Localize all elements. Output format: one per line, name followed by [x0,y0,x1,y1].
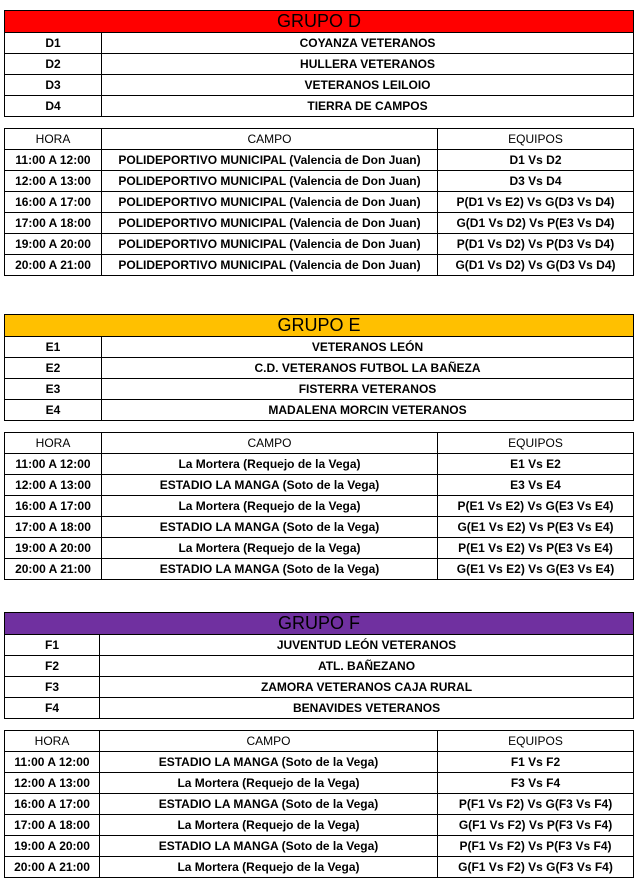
match-time: 19:00 A 20:00 [5,836,100,857]
match-time: 11:00 A 12:00 [5,454,102,475]
team-code: D3 [5,75,102,96]
match-row [5,857,634,878]
group-title: GRUPO D [5,11,634,33]
column-header-equipos: EQUIPOS [438,129,634,150]
column-header-equipos: EQUIPOS [438,433,634,454]
match-time: 12:00 A 13:00 [5,171,102,192]
match-row [5,517,634,538]
match-field: POLIDEPORTIVO MUNICIPAL (Valencia de Don Juan) [102,150,438,171]
match-teams: F1 Vs F2 [438,752,634,773]
match-teams: G(F1 Vs F2) Vs P(F3 Vs F4) [438,815,634,836]
team-name: FISTERRA VETERANOS [102,379,634,400]
match-teams: D1 Vs D2 [438,150,634,171]
match-row [5,171,634,192]
group-d-teams-table [4,10,634,117]
group-title: GRUPO E [5,315,634,337]
team-code: D1 [5,33,102,54]
team-code: D2 [5,54,102,75]
match-field: ESTADIO LA MANGA (Soto de la Vega) [100,794,438,815]
match-row [5,255,634,276]
team-name: BENAVIDES VETERANOS [100,698,634,719]
team-code: E4 [5,400,102,421]
match-row [5,559,634,580]
team-row [5,400,634,421]
match-time: 19:00 A 20:00 [5,538,102,559]
team-name: COYANZA VETERANOS [102,33,634,54]
match-time: 17:00 A 18:00 [5,815,100,836]
match-teams: G(D1 Vs D2) Vs P(E3 Vs D4) [438,213,634,234]
team-code: F1 [5,635,100,656]
match-field: POLIDEPORTIVO MUNICIPAL (Valencia de Don Juan) [102,234,438,255]
team-row [5,358,634,379]
match-field: ESTADIO LA MANGA (Soto de la Vega) [100,836,438,857]
match-teams: P(F1 Vs F2) Vs G(F3 Vs F4) [438,794,634,815]
match-field: La Mortera (Requejo de la Vega) [102,496,438,517]
match-teams: P(D1 Vs D2) Vs P(D3 Vs D4) [438,234,634,255]
team-name: HULLERA VETERANOS [102,54,634,75]
match-row [5,538,634,559]
team-row [5,54,634,75]
match-teams: P(D1 Vs E2) Vs G(D3 Vs D4) [438,192,634,213]
team-name: VETERANOS LEILOIO [102,75,634,96]
match-field: POLIDEPORTIVO MUNICIPAL (Valencia de Don Juan) [102,192,438,213]
team-row [5,75,634,96]
column-header-hora: HORA [5,731,100,752]
column-header-hora: HORA [5,433,102,454]
match-field: La Mortera (Requejo de la Vega) [102,454,438,475]
match-teams: F3 Vs F4 [438,773,634,794]
match-field: POLIDEPORTIVO MUNICIPAL (Valencia de Don Juan) [102,255,438,276]
match-teams: P(E1 Vs E2) Vs P(E3 Vs E4) [438,538,634,559]
match-field: La Mortera (Requejo de la Vega) [102,538,438,559]
team-name: VETERANOS LEÓN [102,337,634,358]
schedule-header-row [5,731,634,752]
team-row [5,656,634,677]
match-teams: G(F1 Vs F2) Vs G(F3 Vs F4) [438,857,634,878]
match-teams: E3 Vs E4 [438,475,634,496]
group-f [4,612,633,878]
match-time: 11:00 A 12:00 [5,752,100,773]
team-code: F2 [5,656,100,677]
team-code: D4 [5,96,102,117]
match-field: POLIDEPORTIVO MUNICIPAL (Valencia de Don Juan) [102,213,438,234]
team-row [5,698,634,719]
match-row [5,794,634,815]
match-field: POLIDEPORTIVO MUNICIPAL (Valencia de Don Juan) [102,171,438,192]
team-name: MADALENA MORCIN VETERANOS [102,400,634,421]
group-e [4,314,633,580]
match-time: 16:00 A 17:00 [5,192,102,213]
match-time: 20:00 A 21:00 [5,559,102,580]
schedule-header-row [5,433,634,454]
match-teams: G(D1 Vs D2) Vs G(D3 Vs D4) [438,255,634,276]
match-teams: E1 Vs E2 [438,454,634,475]
team-code: F3 [5,677,100,698]
schedule-header-row [5,129,634,150]
match-time: 16:00 A 17:00 [5,496,102,517]
team-name: C.D. VETERANOS FUTBOL LA BAÑEZA [102,358,634,379]
team-name: ATL. BAÑEZANO [100,656,634,677]
match-row [5,836,634,857]
match-field: ESTADIO LA MANGA (Soto de la Vega) [102,559,438,580]
match-row [5,773,634,794]
match-teams: D3 Vs D4 [438,171,634,192]
group-d-title-row [5,11,634,33]
team-name: ZAMORA VETERANOS CAJA RURAL [100,677,634,698]
match-field: La Mortera (Requejo de la Vega) [100,815,438,836]
match-time: 20:00 A 21:00 [5,255,102,276]
team-name: TIERRA DE CAMPOS [102,96,634,117]
match-time: 12:00 A 13:00 [5,475,102,496]
column-header-campo: CAMPO [102,129,438,150]
match-time: 19:00 A 20:00 [5,234,102,255]
match-row [5,150,634,171]
group-f-title-row [5,613,634,635]
match-field: La Mortera (Requejo de la Vega) [100,773,438,794]
match-row [5,454,634,475]
match-row [5,213,634,234]
match-row [5,234,634,255]
team-code: E2 [5,358,102,379]
match-row [5,496,634,517]
match-row [5,192,634,213]
group-e-teams-table [4,314,634,421]
match-teams: P(E1 Vs E2) Vs G(E3 Vs E4) [438,496,634,517]
group-d [4,10,633,276]
team-row [5,379,634,400]
column-header-campo: CAMPO [102,433,438,454]
group-d-schedule-table [4,128,634,276]
group-e-schedule-table [4,432,634,580]
match-row [5,752,634,773]
match-time: 16:00 A 17:00 [5,794,100,815]
team-code: E3 [5,379,102,400]
group-title: GRUPO F [5,613,634,635]
column-header-equipos: EQUIPOS [438,731,634,752]
match-time: 11:00 A 12:00 [5,150,102,171]
group-f-schedule-table [4,730,634,878]
match-row [5,815,634,836]
match-teams: P(F1 Vs F2) Vs P(F3 Vs F4) [438,836,634,857]
team-row [5,96,634,117]
team-name: JUVENTUD LEÓN VETERANOS [100,635,634,656]
column-header-hora: HORA [5,129,102,150]
column-header-campo: CAMPO [100,731,438,752]
match-teams: G(E1 Vs E2) Vs G(E3 Vs E4) [438,559,634,580]
match-field: ESTADIO LA MANGA (Soto de la Vega) [102,517,438,538]
match-time: 12:00 A 13:00 [5,773,100,794]
team-code: F4 [5,698,100,719]
group-f-teams-table [4,612,634,719]
match-field: ESTADIO LA MANGA (Soto de la Vega) [102,475,438,496]
match-time: 17:00 A 18:00 [5,517,102,538]
team-row [5,337,634,358]
team-row [5,33,634,54]
team-code: E1 [5,337,102,358]
match-teams: G(E1 Vs E2) Vs P(E3 Vs E4) [438,517,634,538]
team-row [5,677,634,698]
match-time: 17:00 A 18:00 [5,213,102,234]
match-row [5,475,634,496]
match-time: 20:00 A 21:00 [5,857,100,878]
match-field: La Mortera (Requejo de la Vega) [100,857,438,878]
group-e-title-row [5,315,634,337]
match-field: ESTADIO LA MANGA (Soto de la Vega) [100,752,438,773]
team-row [5,635,634,656]
